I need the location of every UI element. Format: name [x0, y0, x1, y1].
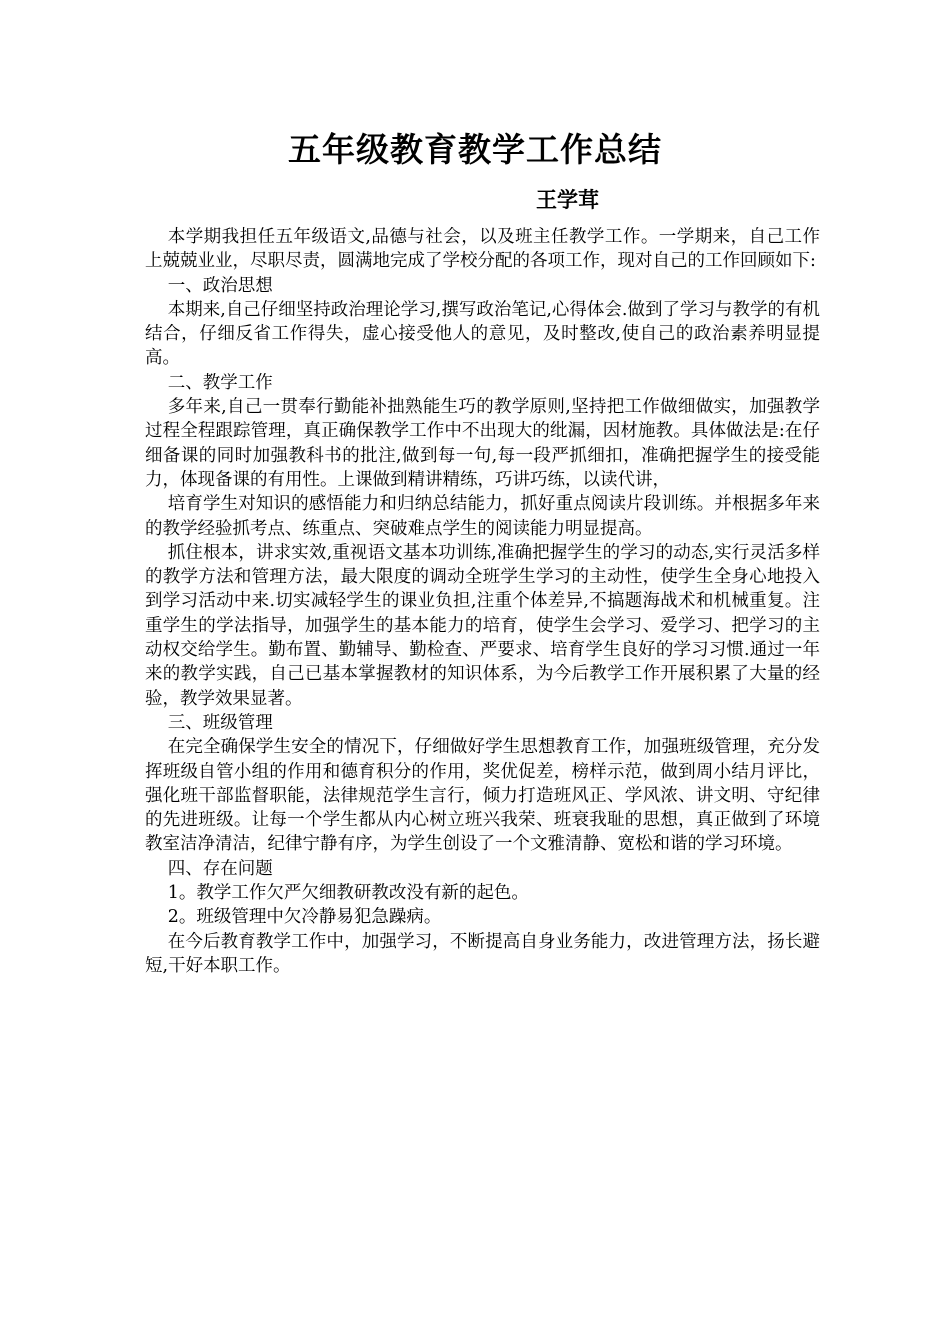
teaching-paragraph-2: 培育学生对知识的感悟能力和归纳总结能力，抓好重点阅读片段训练。并根据多年来的教学经验抓考点、练重点、突破难点学生的阅读能力明显提高。 [145, 494, 820, 539]
section-heading-teaching: 二、教学工作 [167, 372, 273, 393]
closing-paragraph: 在今后教育教学工作中，加强学习，不断提高自身业务能力，改进管理方法，扬长避短,干好本职工作。 [145, 931, 820, 976]
teaching-paragraph-3: 抓住根本，讲求实效,重视语文基本功训练,准确把握学生的学习的动态,实行灵活多样的教学方法和管理方法，最大限度的调动全班学生学习的主动性，使学生全身心地投入到学习活动中来.切实减轻学生的课业负担,注重个体差异,不搞题海战术和机械重复。注重学生的学法指导，加强学生的基本能力的培育，使学生会学习、爱学习、把学习的主动权交给学生。勤布置、勤辅导、勤检查、严要求、培育学生良好的学习习惯.通过一年来的教学实践，自己已基本掌握教材的知识体系，为今后教学工作开展积累了大量的经验，教学效果显著。 [145, 542, 820, 709]
document-title: 五年级教育教学工作总结 [288, 130, 662, 169]
section-heading-class-management: 三、班级管理 [167, 712, 273, 733]
problem-item-2: 2。班级管理中欠冷静易犯急躁病。 [167, 907, 442, 928]
problem-item-1: 1。教学工作欠严欠细教研教改没有新的起色。 [167, 883, 529, 904]
politics-paragraph: 本期来,自己仔细坚持政治理论学习,撰写政治笔记,心得体会.做到了学习与教学的有机结合，仔细反省工作得失，虚心接受他人的意见，及时整改,使自己的政治素养明显提高。 [145, 299, 820, 369]
document-body [145, 225, 820, 978]
section-heading-politics: 一、政治思想 [167, 275, 273, 296]
intro-paragraph: 本学期我担任五年级语文,品德与社会，以及班主任教学工作。一学期来，自己工作上兢兢业业，尽职尽责，圆满地完成了学校分配的各项工作，现对自己的工作回顾如下: [145, 227, 820, 272]
teaching-paragraph-1: 多年来,自己一贯奉行勤能补拙熟能生巧的教学原则,坚持把工作做细做实，加强教学过程全程跟踪管理，真正确保教学工作中不出现大的纰漏，因材施教。具体做法是:在仔细备课的同时加强教科书的批注,做到每一句,每一段严抓细扣，准确把握学生的接受能力，体现备课的有用性。上课做到精讲精练，巧讲巧练，以读代讲， [145, 397, 820, 490]
document-author: 王学茸 [536, 188, 599, 212]
class-management-paragraph: 在完全确保学生安全的情况下，仔细做好学生思想教育工作，加强班级管理，充分发挥班级自管小组的作用和德育积分的作用，奖优促差，榜样示范，做到周小结月评比，强化班干部监督职能，法律规范学生言行，倾力打造班风正、学风浓、讲文明、守纪律的先进班级。让每一个学生都从内心树立班兴我荣、班衰我耻的思想，真正做到了环境教室洁净清洁，纪律宁静有序，为学生创设了一个文雅清静、宽松和谐的学习环境。 [145, 737, 820, 855]
section-heading-problems: 四、存在问题 [167, 858, 273, 879]
